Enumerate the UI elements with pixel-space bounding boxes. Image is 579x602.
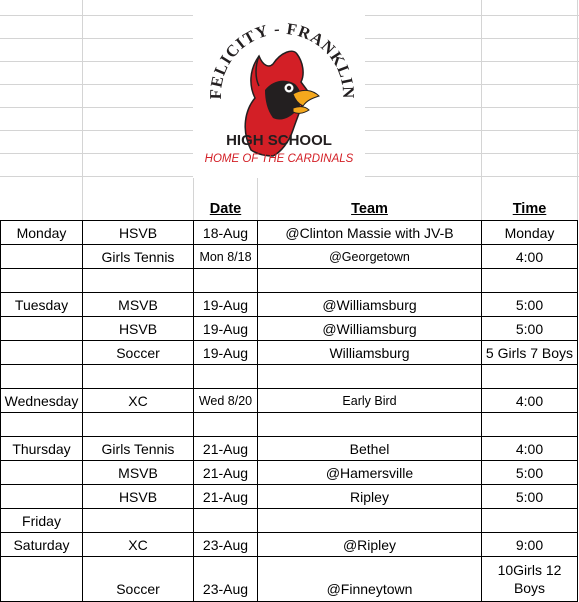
table-row: [1, 557, 578, 602]
table-row: [1, 221, 578, 245]
header-cell-day[interactable]: [1, 198, 83, 221]
sport-cell[interactable]: HSVB: [83, 317, 194, 341]
sport-cell[interactable]: Soccer: [83, 341, 194, 365]
time-cell[interactable]: 4:00: [482, 389, 578, 413]
table-row: [1, 293, 578, 317]
date-cell[interactable]: [194, 365, 258, 389]
header-row: [1, 198, 578, 221]
sport-cell[interactable]: XC: [83, 389, 194, 413]
date-cell[interactable]: 21-Aug: [194, 461, 258, 485]
header-time[interactable]: Time: [482, 198, 578, 221]
sport-cell[interactable]: [83, 365, 194, 389]
day-cell[interactable]: [1, 485, 83, 509]
team-cell[interactable]: [258, 269, 482, 293]
time-cell[interactable]: Monday: [482, 221, 578, 245]
time-cell[interactable]: [482, 365, 578, 389]
sport-cell[interactable]: Girls Tennis: [83, 245, 194, 269]
sport-cell[interactable]: [83, 413, 194, 437]
sport-cell[interactable]: HSVB: [83, 221, 194, 245]
day-cell[interactable]: [1, 341, 83, 365]
table-row: [1, 509, 578, 533]
day-cell[interactable]: Friday: [1, 509, 83, 533]
team-cell[interactable]: [258, 413, 482, 437]
sport-cell[interactable]: Girls Tennis: [83, 437, 194, 461]
team-cell[interactable]: [258, 365, 482, 389]
team-cell[interactable]: @Ripley: [258, 533, 482, 557]
day-cell[interactable]: Saturday: [1, 533, 83, 557]
sport-cell[interactable]: HSVB: [83, 485, 194, 509]
day-cell[interactable]: [1, 461, 83, 485]
sport-cell[interactable]: Soccer: [83, 557, 194, 602]
day-cell[interactable]: [1, 269, 83, 293]
team-cell[interactable]: [258, 509, 482, 533]
time-cell[interactable]: 5:00: [482, 293, 578, 317]
logo-arc-text: FELICITY - FRANKLIN: [205, 18, 359, 100]
team-cell[interactable]: Bethel: [258, 437, 482, 461]
team-cell[interactable]: @Georgetown: [258, 245, 482, 269]
time-cell[interactable]: 5:00: [482, 461, 578, 485]
table-row: [1, 389, 578, 413]
date-cell[interactable]: 19-Aug: [194, 317, 258, 341]
day-cell[interactable]: [1, 365, 83, 389]
time-cell[interactable]: 5:00: [482, 485, 578, 509]
time-cell[interactable]: 4:00: [482, 245, 578, 269]
table-row: [1, 365, 578, 389]
schedule-table: [0, 198, 578, 602]
table-row: [1, 437, 578, 461]
date-cell[interactable]: 19-Aug: [194, 293, 258, 317]
day-cell[interactable]: [1, 317, 83, 341]
time-cell[interactable]: 10Girls 12 Boys: [482, 557, 578, 602]
logo-tagline: HOME OF THE CARDINALS: [204, 153, 354, 165]
header-team[interactable]: Team: [258, 198, 482, 221]
time-cell[interactable]: 4:00: [482, 437, 578, 461]
time-cell[interactable]: 5 Girls 7 Boys: [482, 341, 578, 365]
team-cell[interactable]: @Clinton Massie with JV-B: [258, 221, 482, 245]
date-cell[interactable]: 23-Aug: [194, 557, 258, 602]
date-cell[interactable]: 18-Aug: [194, 221, 258, 245]
table-row: [1, 413, 578, 437]
day-cell[interactable]: Thursday: [1, 437, 83, 461]
team-cell[interactable]: @Hamersville: [258, 461, 482, 485]
day-cell[interactable]: Wednesday: [1, 389, 83, 413]
team-cell[interactable]: @Williamsburg: [258, 293, 482, 317]
time-cell[interactable]: [482, 413, 578, 437]
table-row: [1, 485, 578, 509]
day-cell[interactable]: Monday: [1, 221, 83, 245]
gridline: [577, 0, 578, 222]
header-cell-sport[interactable]: [83, 198, 194, 221]
table-row: [1, 533, 578, 557]
sport-cell[interactable]: MSVB: [83, 461, 194, 485]
time-cell[interactable]: 5:00: [482, 317, 578, 341]
time-cell[interactable]: [482, 269, 578, 293]
time-cell[interactable]: [482, 509, 578, 533]
day-cell[interactable]: [1, 557, 83, 602]
team-cell[interactable]: @Williamsburg: [258, 317, 482, 341]
gridline: [82, 0, 83, 222]
school-logo: [193, 0, 365, 178]
gridline: [481, 0, 482, 222]
day-cell[interactable]: Tuesday: [1, 293, 83, 317]
table-row: [1, 461, 578, 485]
date-cell[interactable]: Wed 8/20: [194, 389, 258, 413]
day-cell[interactable]: [1, 245, 83, 269]
cardinal-logo-graphic: [193, 0, 365, 178]
sport-cell[interactable]: MSVB: [83, 293, 194, 317]
date-cell[interactable]: [194, 413, 258, 437]
date-cell[interactable]: Mon 8/18: [194, 245, 258, 269]
team-cell[interactable]: Early Bird: [258, 389, 482, 413]
sport-cell[interactable]: [83, 509, 194, 533]
date-cell[interactable]: 23-Aug: [194, 533, 258, 557]
table-row: [1, 317, 578, 341]
team-cell[interactable]: Ripley: [258, 485, 482, 509]
date-cell[interactable]: 19-Aug: [194, 341, 258, 365]
logo-school-name: HIGH SCHOOL: [226, 132, 332, 149]
team-cell[interactable]: Williamsburg: [258, 341, 482, 365]
date-cell[interactable]: 21-Aug: [194, 485, 258, 509]
sport-cell[interactable]: [83, 269, 194, 293]
team-cell[interactable]: @Finneytown: [258, 557, 482, 602]
table-row: [1, 269, 578, 293]
day-cell[interactable]: [1, 413, 83, 437]
date-cell[interactable]: [194, 509, 258, 533]
header-date[interactable]: Date: [194, 198, 258, 221]
table-row: [1, 341, 578, 365]
table-row: [1, 245, 578, 269]
time-cell[interactable]: 9:00: [482, 533, 578, 557]
date-cell[interactable]: 21-Aug: [194, 437, 258, 461]
sport-cell[interactable]: XC: [83, 533, 194, 557]
date-cell[interactable]: [194, 269, 258, 293]
